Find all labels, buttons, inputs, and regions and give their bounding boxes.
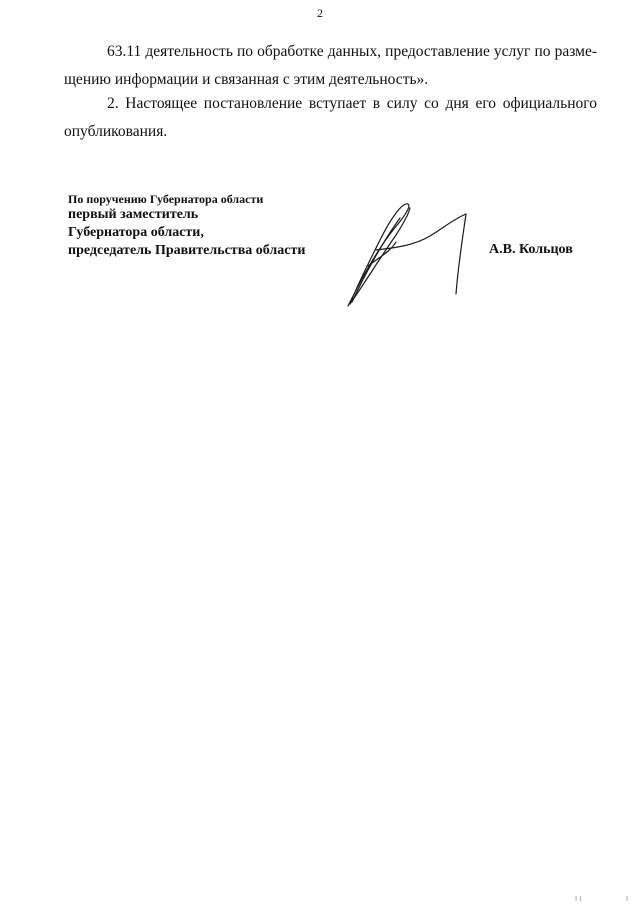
page-number: 2 xyxy=(317,6,323,20)
signer-name: А.В. Кольцов xyxy=(489,242,573,257)
paragraph-line: щению информации и связанная с этим деятельность». xyxy=(64,71,429,88)
paragraph-line: опубликования. xyxy=(64,123,168,140)
signer-position-line: председатель Правительства области xyxy=(68,243,306,258)
signer-position-line: первый заместитель xyxy=(68,207,199,222)
signer-position-line: Губернатора области, xyxy=(68,225,204,240)
signature-instruction: По поручению Губернатора области xyxy=(68,192,264,206)
scan-mark: I I xyxy=(575,895,582,903)
paragraph-okved-item xyxy=(64,38,597,94)
signature-block xyxy=(68,192,305,260)
handwritten-signature xyxy=(338,202,476,314)
paragraph-line: 2. Настоящее постановление вступает в силу со дня его официального xyxy=(107,95,597,112)
paragraph-line: 63.11 деятельность по обработке данных, предоставление услуг по разме- xyxy=(107,43,597,60)
scan-mark: I xyxy=(626,895,629,903)
paragraph-effective-date xyxy=(64,90,597,146)
